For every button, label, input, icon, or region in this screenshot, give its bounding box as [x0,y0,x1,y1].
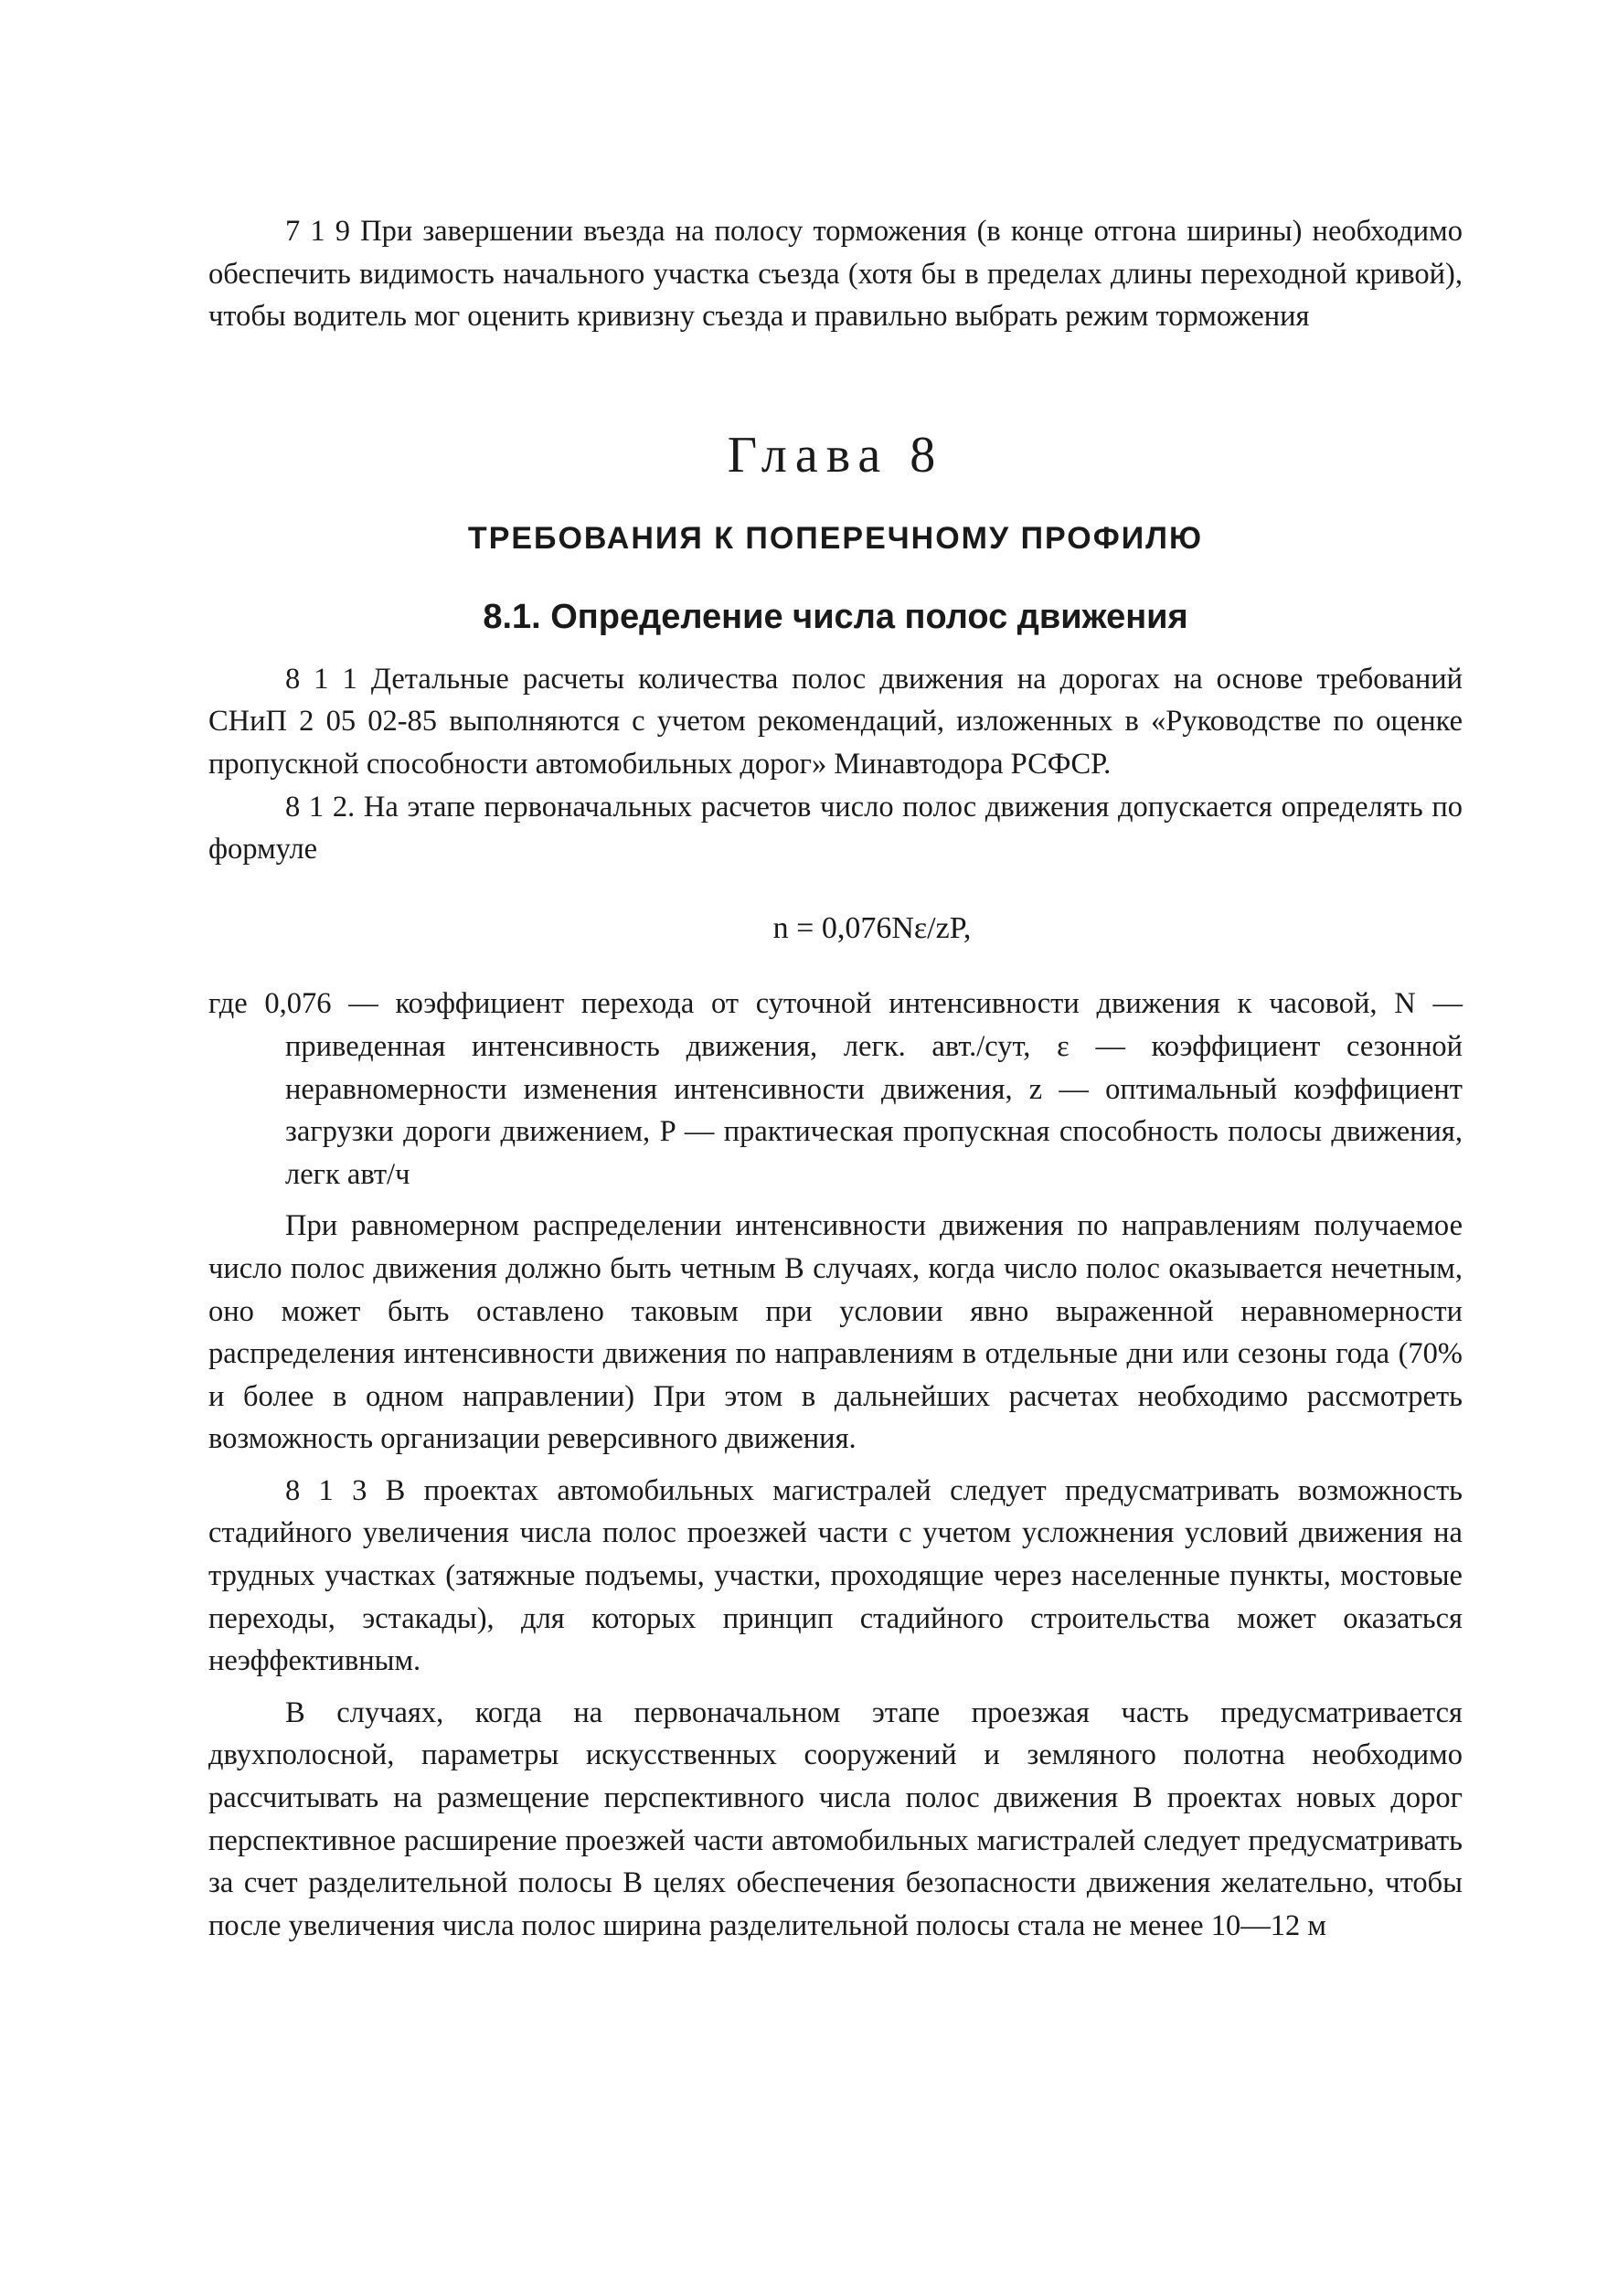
formula: n = 0,076Nε/zP, [772,910,972,945]
paragraph-8-1-2: 8 1 2. На этапе первоначальных расчетов число полос движения допускается определять по формуле [208,790,1463,866]
paragraph-8-1-3: 8 1 3 В проектах автомобильных магистралей следует предусматривать возможность стадийного увеличения числа полос проезжей части с учетом усложнения условий движения на трудных участках (затяжные подъемы, участки, проходящие через населенные пункты, мостовые переходы, эстакады), для которых принцип стадийного строительства может оказаться неэффективным. [208,1473,1463,1678]
document-page [208,210,1463,1947]
paragraph-two-lane-cases: В случаях, когда на первоначальном этапе проезжая часть предусматривается двухполосной, параметры искусственных сооружений и земляного полотна необходимо рассчитывать на размещение перспективного числа полос движения В проектах новых дорог перспективное расширение проезжей части автомобильных магистралей следует предусматривать за счет разделительной полосы В целях обеспечения безопасности движения желательно, чтобы после увеличения числа полос ширина разделительной полосы стала не менее 10—12 м [208,1695,1463,1942]
chapter-title: ТРЕБОВАНИЯ К ПОПЕРЕЧНОМУ ПРОФИЛЮ [467,520,1204,556]
paragraph-8-1-1: 8 1 1 Детальные расчеты количества полос движения на дорогах на основе требований СНиП 2 05 02-85 выполняются с учетом рекомендаций, изложенных в «Руководстве по оценке пропускной способности автомобильных дорог» Минавтодора РСФСР. [208,662,1463,781]
paragraph-7-1-9: 7 1 9 При завершении въезда на полосу торможения (в конце отгона ширины) необходимо обеспечить видимость начального участка съезда (хотя бы в пределах длины переходной кривой), чтобы водитель мог оценить кривизну съезда и правильно выбрать режим торможения [208,215,1463,334]
formula-explanation: где 0,076 — коэффициент перехода от суточной интенсивности движения к часовой, N — приведенная интенсивность движения, легк. авт./сут, ε — коэффициент сезонной неравномерности изменения интенсивности движения, z — оптимальный коэффициент загрузки дороги движением, P — практическая пропускная способность полосы движения, легк авт/ч [208,987,1463,1191]
paragraph-uniform-distribution: При равномерном распределении интенсивности движения по направлениям получаемое число полос движения должно быть четным В случаях, когда число полос оказывается нечетным, оно может быть оставлено таковым при условии явно выраженной неравномерности распределения интенсивности движения по направлениям в отдельные дни или сезоны года (70% и более в одном направлении) При этом в дальнейших расчетах необходимо рассмотреть возможность организации реверсивного движения. [208,1209,1463,1456]
section-title: 8.1. Определение числа полос движения [483,597,1188,636]
chapter-heading: Глава 8 [727,426,944,484]
